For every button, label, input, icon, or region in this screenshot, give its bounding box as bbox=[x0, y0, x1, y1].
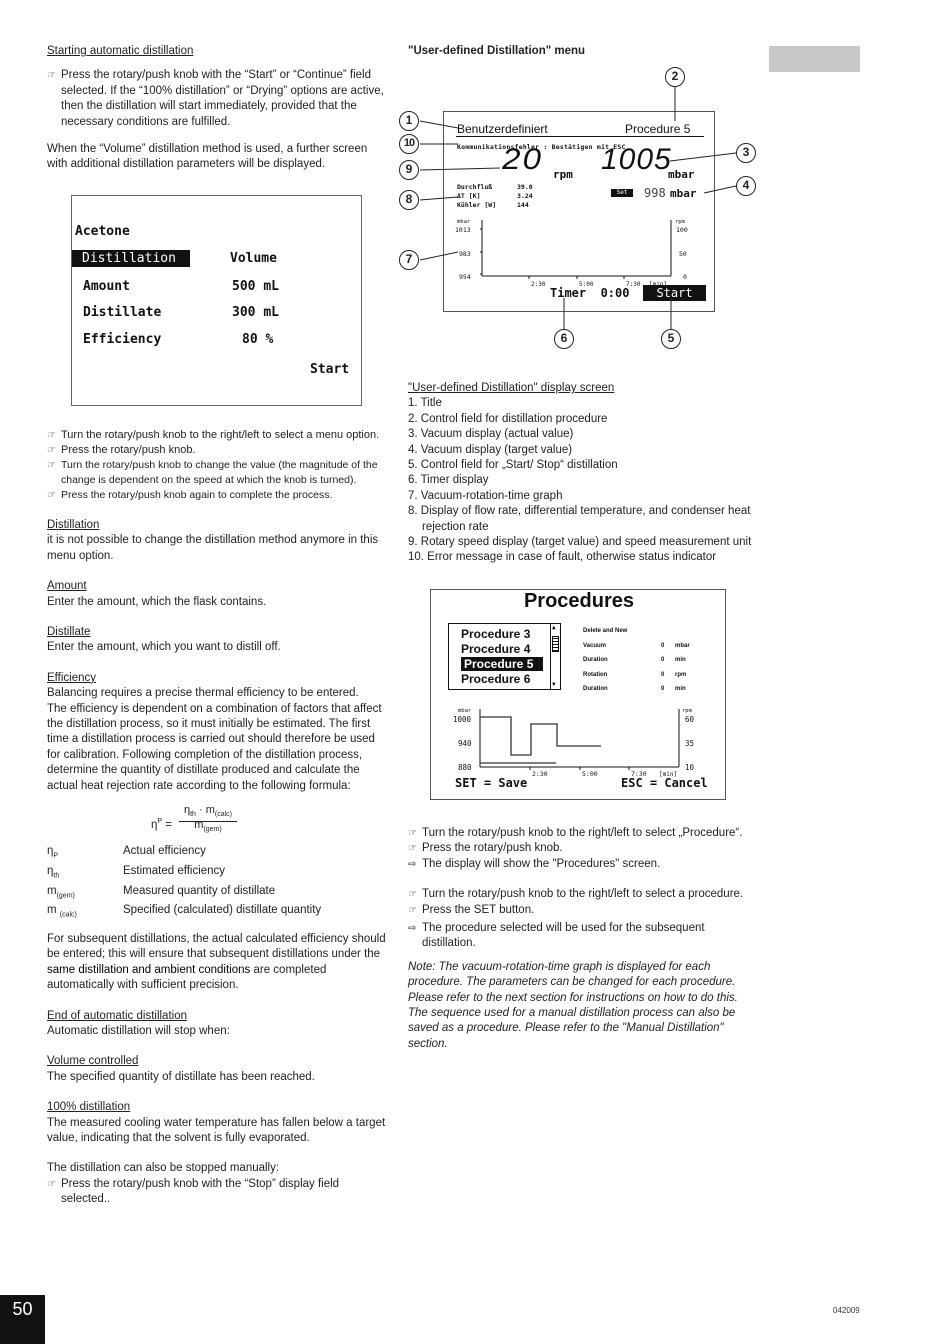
start-heading: Starting automatic distillation bbox=[47, 45, 194, 57]
distillation-value: Volume bbox=[230, 251, 277, 266]
timer-display: Timer 0:00 bbox=[550, 286, 630, 300]
vacuum-target: 998 bbox=[644, 186, 666, 200]
end-heading: End of automatic distillation bbox=[47, 1009, 187, 1022]
hand-pointer-icon: ☞ bbox=[408, 904, 417, 916]
hand-pointer-icon: ☞ bbox=[47, 70, 56, 82]
procedure-steps: ☞ Turn the rotary/push knob to the right/left to select „Procedure“. ☞ Press the rotary/push knob. ⇨ The display will show the "Procedures" screen. ☞ Turn the rotary/push knob to the right/left to select a procedure. ☞ Press the SET button. ⇨ The procedure selected will be used for the subsequent distillation. Note: The vacuum-rotation-time graph is displayed for each procedure. The parameters can be changed for each procedure. Please refer to the next section for instructions on how to do this. The sequence used for a manual distillation process can also be saved as a procedure. Please refer to the "Manual Distillation" section. bbox=[408, 826, 753, 1052]
callout-2: 2 bbox=[665, 67, 685, 87]
result-arrow-icon: ⇨ bbox=[408, 923, 417, 935]
scroll-up-icon[interactable]: ▲ bbox=[552, 624, 556, 631]
hand-pointer-icon: ☞ bbox=[47, 490, 56, 501]
efficiency-label[interactable]: Efficiency bbox=[83, 332, 162, 347]
hand-pointer-icon: ☞ bbox=[47, 445, 56, 456]
procedure-graph bbox=[431, 590, 727, 801]
callout-6: 6 bbox=[554, 329, 574, 349]
process-readouts: Durchfluß 39.0 ΔT [K] 3.24 Kühler [W] 144 bbox=[457, 183, 533, 209]
scroll-down-icon[interactable]: ▼ bbox=[552, 681, 556, 688]
hundred-percent-heading: 100% distillation bbox=[47, 1101, 131, 1114]
variable-row: $m_{(gem)}$ Measured quantity of distillate bbox=[47, 884, 276, 899]
callout-1: 1 bbox=[399, 111, 419, 131]
distillate-heading: Distillate bbox=[47, 626, 91, 639]
result-arrow-icon: ⇨ bbox=[408, 858, 417, 870]
callout-8: 8 bbox=[399, 190, 419, 210]
hand-pointer-icon: ☞ bbox=[47, 430, 56, 441]
distillation-heading: Distillation bbox=[47, 519, 100, 531]
start-stop-field[interactable]: Start bbox=[643, 285, 706, 301]
menu-heading: "User-defined Distillation" menu bbox=[408, 45, 586, 57]
procedures-title: Procedures bbox=[523, 590, 635, 612]
rpm-unit: rpm bbox=[553, 168, 573, 181]
esc-cancel-hint: ESC = Cancel bbox=[621, 776, 708, 790]
distillation-label[interactable]: Distillation : bbox=[72, 250, 190, 267]
distillate-value-row: 300 mL bbox=[232, 305, 279, 320]
callout-10: 10 bbox=[399, 134, 419, 154]
list-item-selected[interactable]: Procedure 5 bbox=[461, 657, 543, 671]
efficiency-heading: Efficiency bbox=[47, 671, 97, 684]
status-message: Kommunikationsfehler : Bestätigen mit ESC bbox=[457, 143, 626, 151]
amount-heading: Amount bbox=[47, 580, 87, 593]
hand-pointer-icon: ☞ bbox=[47, 1178, 56, 1190]
hand-pointer-icon: ☞ bbox=[47, 460, 56, 471]
user-defined-screen: Benutzerdefiniert Procedure 5 Kommunikationsfehler : Bestätigen mit ESC 20 rpm 1005 mbar Set 998 mbar Durchfluß 39.0 ΔT [K] 3.24 Kühler [W] 144 mbar rpm 1013 983 954 100 50 0 2:30 5:00 7:30 Timer 0:00 Start bbox=[443, 111, 715, 312]
efficiency-formula: $\eta^P$ = $\eta_{th} \cdot m_{(calc)}$ $m_{(gem)}$ bbox=[47, 800, 387, 844]
page-number: 50 bbox=[0, 1295, 45, 1344]
formula-variables bbox=[47, 844, 321, 923]
vacuum-unit: mbar bbox=[668, 168, 695, 181]
amount-label[interactable]: Amount bbox=[83, 279, 130, 294]
callout-leader-lines bbox=[0, 0, 950, 400]
rpm-value: 20 bbox=[502, 143, 544, 176]
vacuum-actual: 1005 bbox=[601, 143, 672, 176]
procedure-parameters: Delete and New Vacuum 0 mbar Duration 0 min Rotation 0 rpm Duration 0 min bbox=[583, 628, 690, 692]
callout-3: 3 bbox=[736, 143, 756, 163]
screen-title: Benutzerdefiniert bbox=[457, 122, 548, 136]
document-code: 042009 bbox=[833, 1306, 860, 1315]
callout-5: 5 bbox=[661, 329, 681, 349]
display-legend: "User-defined Distillation" display screen 1. Title 2. Control field for distillation procedure 3. Vacuum display (actual value) 4. Vacuum display (target value) 5. Control field for „Start/ Stop“ distillation 6. Timer display 7. Vacuum-rotation-time graph 8. Display of flow rate, differential temperature, and condenser heat rejection rate 9. Rotary speed display (target value) and speed measurement unit 10. Error message in case of fault, otherwise status indicator bbox=[408, 382, 752, 564]
start-step: ☞ Press the rotary/push knob with the “Start” or “Continue” field selected. If the “100% distillation” or “Drying” options are active, then the distillation will start immediately, provided that the necessary conditions are fulfilled. bbox=[47, 68, 387, 130]
hand-pointer-icon: ☞ bbox=[408, 843, 417, 855]
left-column-2: ☞ Turn the rotary/push knob to the right/left to select a menu option. ☞ Press the rotary/push knob. ☞ Turn the rotary/push knob to change the value (the magnitude of the change is dependent on the speed at which the knob is turned). ☞ Press the rotary/push knob again to complete the process. Distillation it is not possible to change the distillation method anymore in this menu option. Amount Enter the amount, which the flask contains. Distillate Enter the amount, which you want to distill off. Efficiency Balancing requires a precise thermal efficiency to be entered. The efficiency is dependent on a combination of factors that affect the distillation process, so it must initially be estimated. The first time a distillation process is carried out should therefore be used for calibration. Following completion of the distillation process, determine the quantity of distillate produced and calculate the actual heat rejection rate according to the following formula: $\eta^P$ = $\eta_{th} \cdot m_{(calc)}$ $m_{(gem)}$ $\eta_P$ Actual efficiency $\eta_{th}$ Estimated efficiency $m_{(gem)}$ Measured quantity of distillate m $_{(calc)}$ Specified (calculated) distillate quantity For subsequent distillations, the actual calculated efficiency should be entered; this will ensure that subsequent distillations under the same distillation and ambient conditions are completed automatically with sufficient precision. End of automatic distillation Automatic distillation will stop when: Volume controlled The specified quantity of distillate has been reached. 100% distillation The measured cooling water temperature has fallen below a target value, indicating that the solvent is fully evaporated. The distillation can also be stopped manually: ☞ Press the rotary/push knob with the “Stop” display field selected.. bbox=[47, 428, 387, 1208]
set-save-hint: SET = Save bbox=[455, 776, 528, 790]
procedures-screen: Procedures Procedure 3 Procedure 4 Procedure 5 Procedure 6 ▲ ▼ Delete and New Vacuum 0 mbar Duration 0 min Rotation 0 rpm Duration 0 min mbar rpm 1000 940 880 60 35 10 2:30 5:00 7:30 [min] SET = Save ESC = Cancel bbox=[430, 589, 726, 800]
hand-pointer-icon: ☞ bbox=[408, 828, 417, 839]
variable-row: m $_{(calc)}$ Specified (calculated) distillate quantity bbox=[47, 904, 322, 919]
list-item[interactable]: Procedure 3 bbox=[461, 627, 531, 641]
efficiency-value-row: 80 % bbox=[242, 332, 274, 347]
distillate-label[interactable]: Distillate bbox=[83, 305, 162, 320]
callout-9: 9 bbox=[399, 160, 419, 180]
display-heading: "User-defined Distillation" display screen bbox=[408, 382, 615, 394]
callout-4: 4 bbox=[736, 176, 756, 196]
subsequent-text: For subsequent distillations, the actual calculated efficiency should be entered; this will ensure that subsequent distillations under the same distillation and ambient conditions are completed automatically with sufficient precision. bbox=[47, 932, 386, 992]
note-text: Note: The vacuum-rotation-time graph is displayed for each procedure. The parameters can be changed for each procedure. Please refer to the next section for instructions on how to do this. The sequence used for a manual distillation process can also be saved as a procedure. Please refer to the "Manual Distillation" section. bbox=[408, 960, 738, 1050]
solvent-name: Acetone bbox=[75, 224, 130, 239]
volume-controlled-heading: Volume controlled bbox=[47, 1055, 139, 1068]
callout-7: 7 bbox=[399, 250, 419, 270]
list-item[interactable]: Procedure 6 bbox=[461, 672, 531, 686]
vacuum-target-unit: mbar bbox=[670, 187, 697, 200]
variable-row: $\eta_P$ Actual efficiency bbox=[47, 845, 206, 860]
volume-text: When the “Volume” distillation method is used, a further screen with additional distillation parameters will be displayed. bbox=[47, 143, 368, 171]
variable-row: $\eta_{th}$ Estimated efficiency bbox=[47, 864, 226, 880]
procedure-field[interactable]: Procedure 5 bbox=[625, 122, 691, 136]
hand-pointer-icon: ☞ bbox=[408, 889, 417, 901]
list-item[interactable]: Procedure 4 bbox=[461, 642, 531, 656]
amount-value-row: 500 mL bbox=[232, 279, 279, 294]
start-field[interactable]: Start bbox=[310, 362, 350, 377]
set-badge: Set bbox=[611, 189, 633, 197]
